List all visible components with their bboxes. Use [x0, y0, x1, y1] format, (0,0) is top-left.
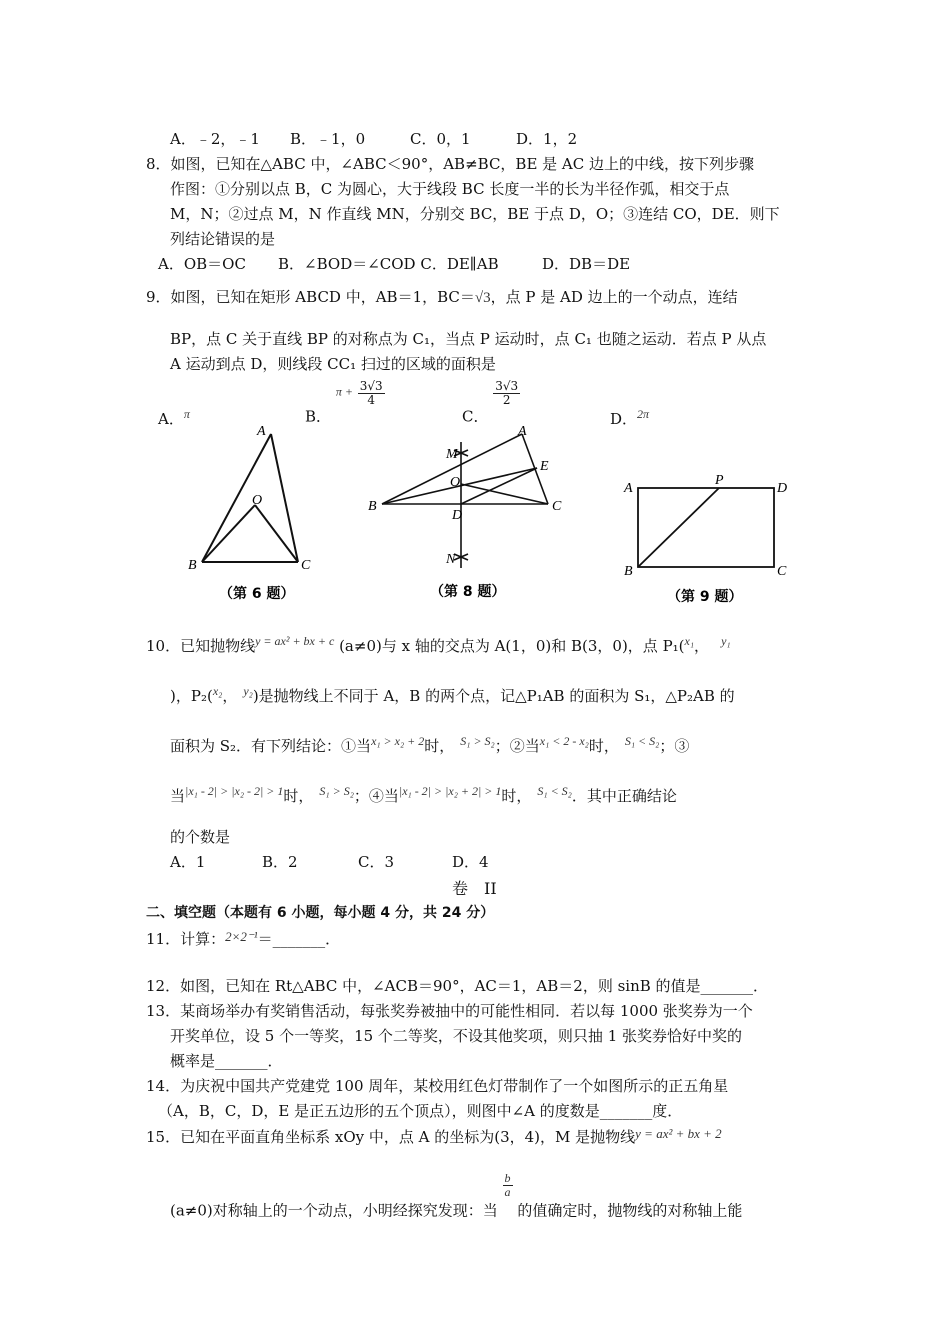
q13-line-2: 开奖单位，设 5 个一等奖，15 个二等奖，不设其他奖项，则只抽 1 张奖券恰好中奖的: [170, 1027, 743, 1045]
fig8-label-c: C: [552, 499, 562, 514]
q15-fraction: $\frac{b}{a}$: [504, 1171, 511, 1199]
fig8-label-e: E: [540, 459, 549, 474]
q8-option-b: B．∠BOD＝∠COD C．DE∥AB: [278, 255, 499, 273]
q8-line-2: 作图：①分别以点 B，C 为圆心，大于线段 BC 长度一半的长为半径作弧，相交于点: [170, 180, 730, 198]
q12: 12．如图，已知在 Rt△ABC 中，∠ACB＝90°，AC＝1，AB＝2，则 sinB 的值是_______．: [146, 977, 769, 995]
fig9-label-p: P: [715, 473, 724, 488]
q7-option-a: A．﹣2，﹣1: [170, 130, 260, 148]
fig8-label-o: O: [450, 475, 461, 490]
q9-option-a: A．$^\pi$: [158, 407, 190, 428]
q8-line-1: 8．如图，已知在△ABC 中，∠ABC＜90°，AB≠BC，BE 是 AC 边上的中线，按下列步骤: [146, 155, 755, 173]
q9-line-2: BP，点 C 关于直线 BP 的对称点为 C₁，当点 P 运动时，点 C₁ 也随之运动．若点 P 从点: [170, 330, 767, 348]
q9-option-b: B． $^{\pi +}$ $\frac{3√3}{4}$: [305, 379, 383, 426]
q7-option-b: B．﹣1，0: [290, 130, 366, 148]
q7-option-d: D．1，2: [516, 130, 578, 148]
fig6-label-a: A: [257, 424, 266, 439]
fig8-label-a: A: [518, 424, 527, 439]
fig8-label-b: B: [368, 499, 377, 514]
fig9-caption: （第 9 题）: [667, 589, 743, 605]
q9-line-1-a: 9．如图，已知在矩形 ABCD 中，AB＝1，BC＝: [146, 288, 475, 306]
fig8-caption: （第 8 题）: [430, 584, 506, 600]
q14-line-1: 14．为庆祝中国共产党建党 100 周年，某校用红色灯带制作了一个如图所示的正五角星: [146, 1077, 729, 1095]
q9-sqrt3: √3: [474, 290, 491, 306]
fig8-label-n: N: [446, 552, 456, 567]
q10-option-a: A．1: [170, 853, 206, 871]
fig9-label-c: C: [777, 564, 787, 579]
q7-option-c: C．0，1: [410, 130, 471, 148]
q13-line-3: 概率是_______．: [170, 1052, 283, 1070]
q11: 11．计算：2×2⁻¹＝_______．: [146, 929, 341, 948]
q9-option-d: D．$^{2\pi}$: [610, 407, 650, 428]
q8-option-a: A．OB＝OC: [158, 255, 246, 273]
figure-9: [615, 470, 800, 610]
fig6-label-c: C: [301, 558, 311, 573]
volume-title: 卷 II: [452, 879, 497, 898]
q9-line-1: [146, 286, 738, 307]
q10-line-4: 当$^{|x_1 - 2| > |x_2 - 2| > 1}$时， $^{S_1 > S_2}$；④当$^{|x_1 - 2| > |x_2 + 2| > 1}$时， $^{S_1 < S_2}$．其中正确结论: [170, 784, 677, 805]
q9-line-3: A 运动到点 D，则线段 CC₁ 扫过的区域的面积是: [170, 355, 496, 373]
q10-line-5: 的个数是: [170, 828, 231, 846]
q9-line-1-b: ，点 P 是 AD 边上的一个动点，连结: [490, 288, 738, 306]
q10-line-1: 10．已知抛物线$^{y = ax^2 + bx + c}$ (a≠0)与 x 轴的交点为 A(1，0)和 B(3，0)，点 P₁($^{x_1}$， $^{y_1}$: [146, 634, 731, 655]
fig6-caption: （第 6 题）: [219, 586, 295, 602]
fig9-label-b: B: [624, 564, 633, 579]
fig8-label-m: M: [446, 447, 458, 462]
q8-option-d: D．DB＝DE: [542, 255, 631, 273]
fig6-label-b: B: [188, 558, 197, 573]
q15-line-2: (a≠0)对称轴上的一个动点，小明经探究发现：当 $\frac{b}{a}$ 的值确定时，抛物线的对称轴上能: [170, 1171, 743, 1220]
q9-option-c: C． $\frac{3√3}{2}$: [462, 379, 519, 426]
q10-option-c: C．3: [358, 853, 395, 871]
fig8-label-d: D: [452, 508, 463, 523]
q8-line-3: M，N；②过点 M，N 作直线 MN，分别交 BC，BE 于点 D，O；③连结 CO，DE．则下: [170, 205, 780, 223]
fig9-label-a: A: [624, 481, 633, 496]
q13-line-1: 13．某商场举办有奖销售活动，每张奖券被抽中的可能性相同．若以每 1000 张奖券为一个: [146, 1002, 753, 1020]
fig6-label-o: O: [252, 493, 263, 508]
q14-line-2: （A，B，C，D，E 是正五边形的五个顶点），则图中∠A 的度数是_______度．: [158, 1102, 683, 1120]
q10-line-3: 面积为 S₂．有下列结论：①当$^{x_1 > x_2 + 2}$时， $^{S_1 > S_2}$；②当$^{x_1 < 2 - x_2}$时， $^{S_1 < S_2}$；③: [170, 734, 690, 755]
figure-6: [185, 420, 325, 610]
q15-line-1: 15．已知在平面直角坐标系 xOy 中，点 A 的坐标为(3，4)，M 是抛物线y = ax² + bx + 2: [146, 1126, 722, 1146]
q10-option-d: D．4: [452, 853, 489, 871]
section-2-heading: 二、填空题（本题有 6 小题，每小题 4 分，共 24 分）: [146, 905, 495, 921]
q10-option-b: B．2: [262, 853, 298, 871]
q10-line-2: )，P₂($^{x_2}$， $^{y_2}$)是抛物线上不同于 A，B 的两个点，记△P₁AB 的面积为 S₁，△P₂AB 的: [170, 684, 735, 705]
fig9-label-d: D: [777, 481, 788, 496]
figure-8: [360, 420, 580, 610]
q8-line-4: 列结论错误的是: [170, 230, 276, 248]
